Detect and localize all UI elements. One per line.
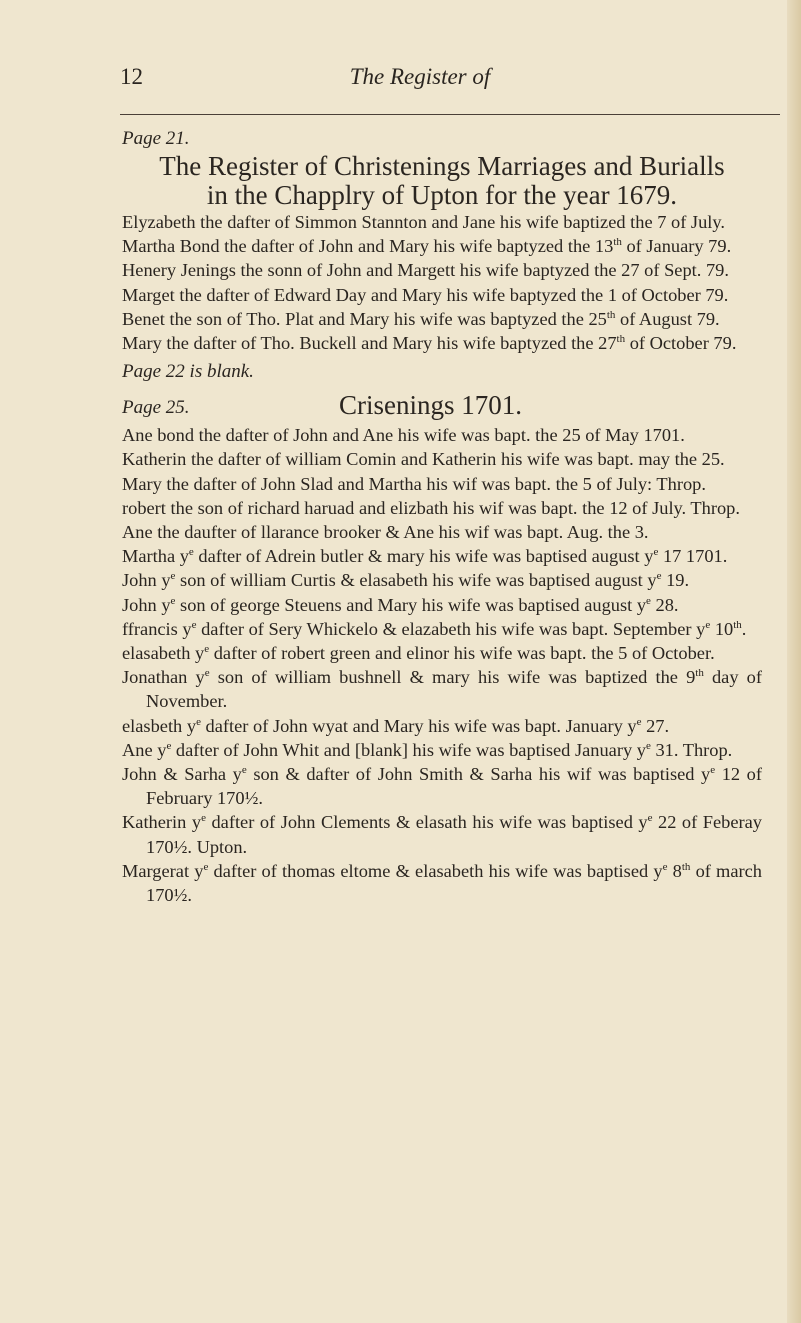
- section-title: Crisenings 1701.: [339, 390, 523, 421]
- page-body: [122, 126, 762, 907]
- register-entry: Katherin $y^e$ dafter of John Clements & elasath his wife was baptised $y^e$ 22 of Feberay 170½. Upton.: [122, 812, 763, 857]
- register-entry: Margerat $y^e$ dafter of thomas eltome & elasabeth his wife was baptised $y^e$ 8th of march 170½.: [122, 860, 763, 906]
- register-entry: Ane $y^e$ dafter of John Whit and [blank] his wife was baptised January $y^e$ 31. Throp.: [122, 739, 733, 760]
- blank-page-note: Page 22 is blank.: [122, 361, 254, 383]
- register-entry: John & Sarha $y^e$ son & dafter of John Smith & Sarha his wif was baptised $y^e$ 12 of February 170½.: [122, 763, 763, 809]
- register-entry: Mary the dafter of Tho. Buckell and Mary his wife baptyzed the 27th of October 79.: [122, 332, 737, 354]
- register-title-line: The Register of Christenings Marriages and Burialls: [159, 151, 725, 181]
- page-number: 12: [120, 64, 143, 89]
- register-entry: John $y^e$ son of william Curtis & elasabeth his wife was baptised august $y^e$ 19.: [122, 570, 690, 591]
- register-entry: Ane the daufter of llarance brooker & Ane his wif was bapt. Aug. the 3.: [122, 522, 649, 543]
- register-entry: Jonathan $y^e$ son of william bushnell & mary his wife was baptized the 9th day of November.: [122, 667, 762, 712]
- register-entry: Mary the dafter of John Slad and Martha his wif was bapt. the 5 of July: Throp.: [122, 473, 706, 494]
- page-header: [120, 64, 720, 98]
- page-edge: [787, 0, 801, 1323]
- register-entry: Katherin the dafter of william Comin and Katherin his wife was bapt. may the 25.: [122, 449, 725, 470]
- section-heading: [122, 389, 762, 423]
- register-entry: elasbeth $y^e$ dafter of John wyat and Mary his wife was bapt. January $y^e$ 27.: [122, 715, 670, 736]
- register-entry: robert the son of richard haruad and elizbath his wif was bapt. the 12 of July. Throp.: [122, 497, 740, 518]
- register-entry: Henery Jenings the sonn of John and Margett his wife baptyzed the 27 of Sept. 79.: [122, 260, 729, 281]
- register-entry: Ane bond the dafter of John and Ane his wife was bapt. the 25 of May 1701.: [122, 425, 685, 446]
- register-entry: Martha Bond the dafter of John and Mary his wife baptyzed the 13th of January 79.: [122, 236, 732, 257]
- register-entry: Elyzabeth the dafter of Simmon Stannton and Jane his wife baptized the 7 of July.: [122, 212, 725, 232]
- register-title: [122, 152, 762, 210]
- christening-entries-1679: [122, 210, 762, 355]
- running-head: The Register of: [349, 64, 491, 89]
- page-reference: Page 25.: [122, 397, 190, 419]
- register-entry: Martha $y^e$ dafter of Adrein butler & mary his wife was baptised august $y^e$ 17 1701.: [122, 546, 728, 567]
- register-title-line: in the Chapplry of Upton for the year 1679.: [206, 180, 678, 210]
- header-rule: [120, 114, 780, 115]
- register-entry: ffrancis $y^e$ dafter of Sery Whickelo & elazabeth his wife was bapt. September $y^e$ 10th.: [122, 618, 747, 639]
- page-reference: Page 21.: [122, 128, 190, 149]
- register-entry: Marget the dafter of Edward Day and Mary his wife baptyzed the 1 of October 79.: [122, 284, 729, 305]
- christening-entries-1701: [122, 423, 762, 907]
- register-entry: Benet the son of Tho. Plat and Mary his wife was baptyzed the 25th of August 79.: [122, 308, 720, 329]
- register-entry: John $y^e$ son of george Steuens and Mary his wife was baptised august $y^e$ 28.: [122, 594, 679, 615]
- register-entry: elasabeth $y^e$ dafter of robert green and elinor his wife was bapt. the 5 of October.: [122, 642, 715, 664]
